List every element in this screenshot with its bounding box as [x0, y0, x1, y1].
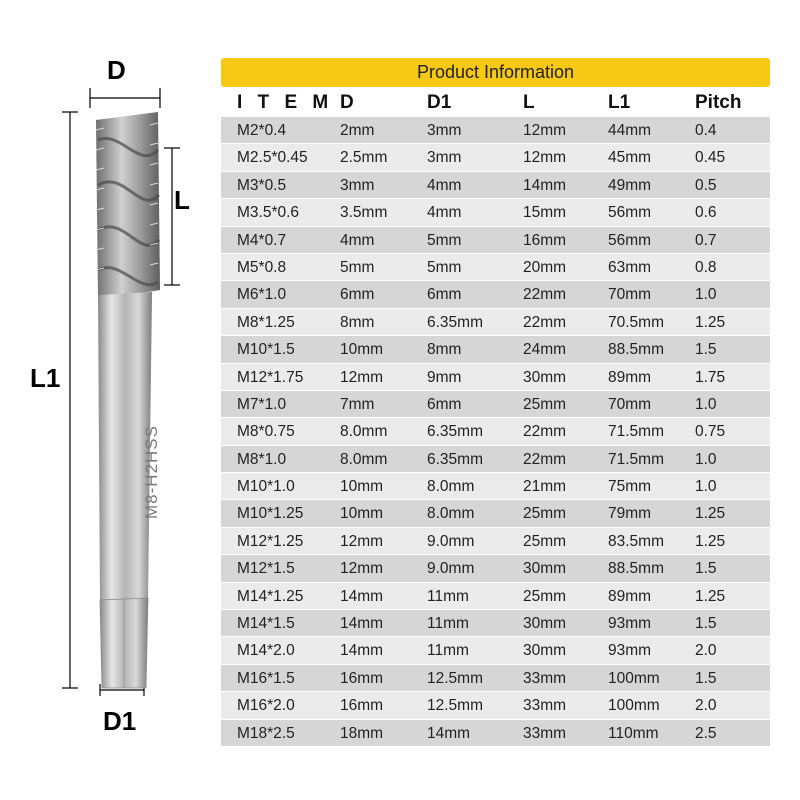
table-cell: 83.5mm — [608, 532, 664, 550]
table-cell: 10mm — [340, 341, 384, 359]
table-cell: 30mm — [523, 368, 567, 386]
table-cell: 9.0mm — [427, 532, 475, 550]
table-cell: 1.0 — [695, 286, 717, 304]
table-cell: 25mm — [523, 587, 567, 605]
table-cell: 14mm — [340, 615, 384, 633]
table-cell: 2mm — [340, 122, 375, 139]
table-cell: 100mm — [608, 669, 660, 687]
table-cell: 4mm — [427, 176, 462, 194]
table-cell: 1.0 — [695, 478, 717, 496]
table-cell: 93mm — [608, 642, 652, 660]
table-row — [221, 198, 770, 225]
table-cell: 12mm — [340, 532, 384, 550]
table-cell: 1.75 — [695, 368, 726, 386]
table-cell: 2.5 — [695, 724, 717, 742]
table-cell: M12*1.75 — [237, 368, 304, 386]
table-cell: 16mm — [340, 697, 384, 715]
table-cell: 89mm — [608, 368, 652, 386]
spiral-tap-illustration — [0, 0, 215, 800]
table-cell: 33mm — [523, 697, 567, 715]
table-row — [221, 280, 770, 307]
table-cell: M12*1.5 — [237, 560, 295, 578]
table-cell: 8.0mm — [427, 478, 475, 496]
table-cell: M3.5*0.6 — [237, 204, 300, 222]
table-cell: 12mm — [523, 122, 567, 139]
table-cell: 1.0 — [695, 395, 717, 413]
table-row — [221, 636, 770, 663]
column-header: Pitch — [695, 92, 742, 113]
table-cell: M10*1.0 — [237, 478, 295, 496]
table-row — [221, 609, 770, 636]
table-row — [221, 691, 770, 718]
table-cell: M14*2.0 — [237, 642, 295, 660]
table-row — [221, 116, 770, 143]
table-cell: 89mm — [608, 587, 652, 605]
table-cell: M5*0.8 — [237, 258, 287, 276]
table-cell: 21mm — [523, 478, 567, 496]
table-cell: 24mm — [523, 341, 567, 359]
table-cell: 0.5 — [695, 176, 717, 194]
table-cell: 33mm — [523, 669, 567, 687]
table-cell: 3mm — [427, 122, 462, 139]
table-cell: 15mm — [523, 204, 567, 222]
label-d: D — [107, 55, 126, 85]
table-cell: 10mm — [340, 478, 384, 496]
table-cell: 56mm — [608, 231, 652, 249]
table-cell: 22mm — [523, 423, 567, 441]
table-cell: 3mm — [340, 176, 375, 194]
table-cell: 6mm — [427, 395, 462, 413]
table-cell: 7mm — [340, 395, 375, 413]
table-cell: M16*1.5 — [237, 669, 295, 687]
table-cell: 33mm — [523, 724, 567, 742]
table-cell: 63mm — [608, 258, 652, 276]
table-row — [221, 554, 770, 581]
table-cell: 2.0 — [695, 642, 717, 660]
table-cell: 4mm — [340, 231, 375, 249]
table-cell: 5mm — [427, 231, 462, 249]
table-row — [221, 445, 770, 472]
table-cell: 8.0mm — [340, 450, 388, 468]
table-cell: 10mm — [340, 505, 384, 523]
table-cell: 12.5mm — [427, 669, 483, 687]
table-cell: M14*1.25 — [237, 587, 304, 605]
table-cell: M8*1.0 — [237, 450, 287, 468]
table-cell: 70mm — [608, 286, 652, 304]
table-cell: 14mm — [340, 587, 384, 605]
table-cell: 20mm — [523, 258, 567, 276]
table-cell: 11mm — [427, 642, 469, 660]
label-d1: D1 — [103, 706, 137, 736]
table-cell: 8.0mm — [340, 423, 388, 441]
table-cell: 25mm — [523, 532, 567, 550]
table-row — [221, 390, 770, 417]
table-cell: M6*1.0 — [237, 286, 287, 304]
table-cell: 56mm — [608, 204, 652, 222]
table-cell: M8*0.75 — [237, 423, 295, 441]
table-cell: 1.25 — [695, 505, 726, 523]
table-cell: 70.5mm — [608, 313, 664, 331]
table-cell: 8.0mm — [427, 505, 475, 523]
shank-engraving: M8-H2HSS — [142, 425, 161, 519]
table-cell: 3.5mm — [340, 204, 388, 222]
table-row — [221, 664, 770, 691]
table-cell: 11mm — [427, 615, 469, 633]
table-cell: 0.8 — [695, 258, 717, 276]
table-cell: 70mm — [608, 395, 652, 413]
table-cell: 14mm — [523, 176, 567, 194]
table-cell: 14mm — [427, 724, 471, 742]
table-cell: 1.25 — [695, 587, 726, 605]
table-title: Product Information — [221, 58, 770, 87]
column-header: D1 — [427, 92, 452, 113]
table-cell: 9.0mm — [427, 560, 475, 578]
table-cell: 1.25 — [695, 313, 726, 331]
table-cell: 88.5mm — [608, 560, 664, 578]
table-cell: 3mm — [427, 149, 462, 167]
table-cell: 75mm — [608, 478, 652, 496]
table-cell: 49mm — [608, 176, 652, 194]
table-row — [221, 335, 770, 362]
column-header: I T E M — [237, 92, 334, 113]
table-cell: 25mm — [523, 505, 567, 523]
table-row — [221, 363, 770, 390]
table-cell: 14mm — [340, 642, 384, 660]
table-cell: 12mm — [340, 368, 384, 386]
table-cell: 4mm — [427, 204, 462, 222]
table-row — [221, 719, 770, 746]
table-cell: 25mm — [523, 395, 567, 413]
table-cell: 8mm — [427, 341, 462, 359]
table-cell: 110mm — [608, 724, 659, 742]
table-cell: 71.5mm — [608, 423, 664, 441]
table-cell: 0.45 — [695, 149, 726, 167]
table-cell: 22mm — [523, 313, 567, 331]
table-cell: 1.5 — [695, 669, 717, 687]
table-cell: 16mm — [340, 669, 384, 687]
table-cell: 2.5mm — [340, 149, 388, 167]
table-cell: 12.5mm — [427, 697, 483, 715]
table-cell: 22mm — [523, 286, 567, 304]
table-cell: 6.35mm — [427, 423, 483, 441]
table-cell: 1.25 — [695, 532, 726, 550]
table-row — [221, 417, 770, 444]
table-row — [221, 143, 770, 170]
table-body — [221, 116, 770, 746]
table-cell: 71.5mm — [608, 450, 664, 468]
table-row — [221, 171, 770, 198]
table-cell: M2*0.4 — [237, 122, 287, 139]
table-cell: M18*2.5 — [237, 724, 295, 742]
table-cell: 79mm — [608, 505, 652, 523]
table-cell: M16*2.0 — [237, 697, 295, 715]
table-row — [221, 582, 770, 609]
column-header: L1 — [608, 92, 631, 113]
table-cell: 18mm — [340, 724, 384, 742]
table-cell: 1.5 — [695, 560, 717, 578]
table-cell: 0.7 — [695, 231, 717, 249]
table-cell: 8mm — [340, 313, 375, 331]
table-cell: 5mm — [340, 258, 375, 276]
table-cell: 0.4 — [695, 122, 717, 139]
table-cell: 0.75 — [695, 423, 726, 441]
table-cell: M14*1.5 — [237, 615, 295, 633]
table-cell: 30mm — [523, 642, 567, 660]
table-cell: M4*0.7 — [237, 231, 287, 249]
table-row — [221, 308, 770, 335]
table-cell: 6mm — [340, 286, 375, 304]
column-header-row — [221, 87, 770, 116]
table-cell: M12*1.25 — [237, 532, 304, 550]
table-cell: 22mm — [523, 450, 567, 468]
table-cell: 45mm — [608, 149, 652, 167]
table-cell: 30mm — [523, 560, 567, 578]
table-cell: M10*1.5 — [237, 341, 295, 359]
table-row — [221, 527, 770, 554]
table-cell: 0.6 — [695, 204, 717, 222]
table-cell: 1.5 — [695, 615, 717, 633]
table-row — [221, 253, 770, 280]
column-header: L — [523, 92, 535, 113]
table-cell: 100mm — [608, 697, 660, 715]
table-cell: 44mm — [608, 122, 652, 139]
table-cell: 1.5 — [695, 341, 717, 359]
table-cell: 88.5mm — [608, 341, 664, 359]
label-l1: L1 — [30, 363, 61, 393]
tap-diagram — [0, 0, 215, 800]
table-cell: 5mm — [427, 258, 462, 276]
table-cell: 30mm — [523, 615, 567, 633]
table-cell: 16mm — [523, 231, 567, 249]
table-cell: 93mm — [608, 615, 652, 633]
table-cell: M8*1.25 — [237, 313, 295, 331]
table-cell: M3*0.5 — [237, 176, 287, 194]
table-cell: 11mm — [427, 587, 469, 605]
table-cell: 6.35mm — [427, 450, 483, 468]
table-cell: M7*1.0 — [237, 395, 287, 413]
table-cell: 2.0 — [695, 697, 717, 715]
column-header: D — [340, 92, 354, 113]
table-cell: 12mm — [523, 149, 567, 167]
table-cell: 6mm — [427, 286, 462, 304]
table-cell: 12mm — [340, 560, 384, 578]
product-information-table — [221, 58, 770, 746]
table-cell: M2.5*0.45 — [237, 149, 308, 167]
table-cell: M10*1.25 — [237, 505, 304, 523]
table-row — [221, 472, 770, 499]
fluted-section — [96, 112, 160, 300]
table-cell: 9mm — [427, 368, 462, 386]
table-cell: 6.35mm — [427, 313, 483, 331]
label-l: L — [174, 185, 190, 215]
table-row — [221, 499, 770, 526]
table-row — [221, 226, 770, 253]
table-cell: 1.0 — [695, 450, 717, 468]
